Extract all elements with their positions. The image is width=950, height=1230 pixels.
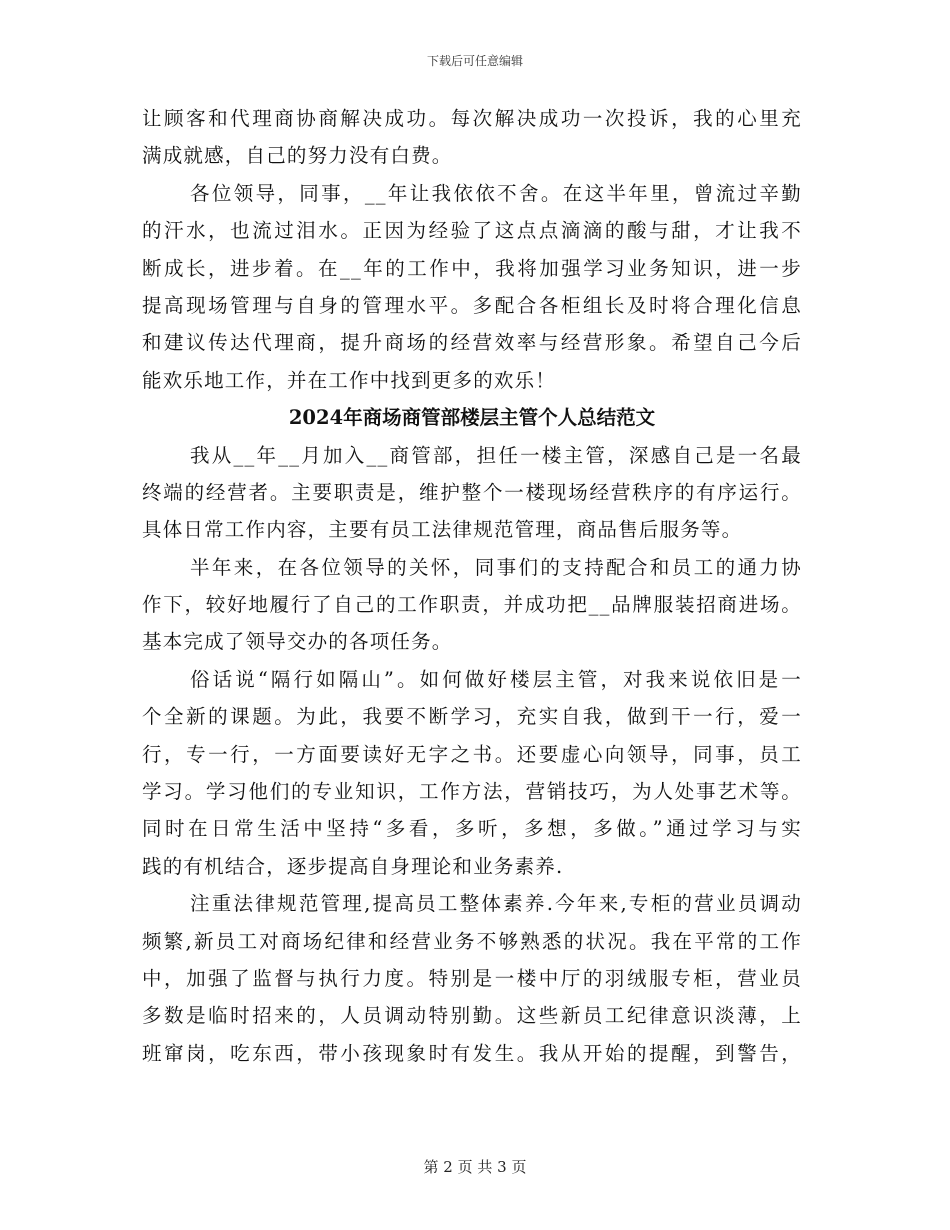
text-line: 让顾客和代理商协商解决成功。每次解决成功一次投诉，我的心里充 (142, 107, 802, 130)
text-line: 提高现场管理与自身的管理水平。多配合各柜组长及时将合理化信息 (142, 293, 802, 317)
paragraph-3 (142, 437, 802, 549)
paragraph-4 (142, 549, 802, 661)
paragraph-5 (142, 661, 802, 885)
text-line: 频繁,新员工对商场纪律和经营业务不够熟悉的状况。我在平常的工作 (142, 929, 802, 953)
text-line: 注重法律规范管理,提高员工整体素养.今年来,专柜的营业员调动 (190, 892, 802, 916)
text-line: 终端的经营者。主要职责是，维护整个一楼现场经营秩序的有序运行。 (142, 480, 802, 504)
text-line: 同时在日常生活中坚持“多看，多听，多想，多做。”通过学习与实 (142, 817, 802, 841)
paragraph-2 (142, 175, 802, 399)
text-line: 作下，较好地履行了自己的工作职责，并成功把__品牌服装招商进场。 (142, 593, 802, 617)
text-line: 学习。学习他们的专业知识，工作方法，营销技巧，为人处事艺术等。 (142, 780, 802, 804)
text-line: 具体日常工作内容，主要有员工法律规范管理，商品售后服务等。 (142, 518, 743, 542)
text-line: 我从__年__月加入__商管部，担任一楼主管，深感自己是一名最 (190, 443, 802, 467)
text-line: 各位领导，同事，__年让我依依不舍。在这半年里，曾流过辛勤 (190, 181, 802, 205)
text-line: 的汗水，也流过泪水。正因为经验了这点点滴滴的酸与甜，才让我不 (142, 219, 802, 243)
text-line: 践的有机结合，逐步提高自身理论和业务素养. (142, 854, 564, 878)
text-line: 满成就感，自己的努力没有白费。 (142, 144, 453, 168)
paragraph-1 (142, 100, 802, 175)
text-line: 基本完成了领导交办的各项任务。 (142, 630, 453, 654)
text-line: 半年来，在各位领导的关怀，同事们的支持配合和员工的通力协 (190, 555, 802, 579)
text-line: 能欢乐地工作，并在工作中找到更多的欢乐！ (142, 368, 557, 392)
text-line: 行，专一行，一方面要读好无字之书。还要虚心向领导，同事，员工 (142, 742, 802, 766)
text-line: 断成长，进步着。在__年的工作中，我将加强学习业务知识，进一步 (142, 256, 802, 280)
text-line: 中，加强了监督与执行力度。特别是一楼中厅的羽绒服专柜，营业员 (142, 966, 802, 990)
text-line: 俗话说“隔行如隔山”。如何做好楼层主管，对我来说依旧是一 (190, 667, 802, 691)
text-line: 班窜岗，吃东西，带小孩现象时有发生。我从开始的提醒，到警告， (142, 1041, 802, 1065)
text-line: 和建议传达代理商，提升商场的经营效率与经营形象。希望自己今后 (142, 331, 802, 355)
page-header: 下载后可任意编辑 (426, 54, 523, 68)
text-line: 个全新的课题。为此，我要不断学习，充实自我，做到干一行，爱一 (142, 705, 802, 729)
page-number: 第 2 页 共 3 页 (423, 1158, 527, 1176)
document-body (142, 100, 802, 1072)
section-title: 2024年商场商管部楼层主管个人总结范文 (288, 406, 656, 430)
paragraph-6 (142, 885, 802, 1072)
text-line: 多数是临时招来的，人员调动特别勤。这些新员工纪律意识淡薄，上 (142, 1004, 802, 1028)
